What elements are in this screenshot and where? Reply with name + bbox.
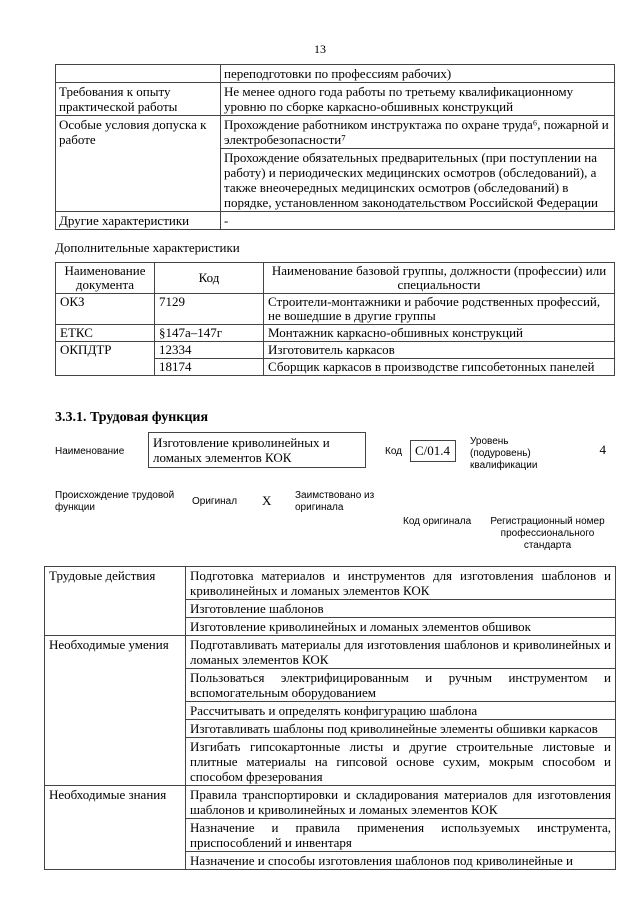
function-name-box: Изготовление криволинейных и ломаных элементов КОК [148, 432, 366, 468]
column-header: Код [155, 263, 264, 294]
code-value-box: С/01.4 [410, 440, 456, 462]
action-item: Подготовка материалов и инструментов для изготовления шаблонов и криволинейных и ломаных элементов КОК [186, 567, 616, 600]
table-row [56, 212, 615, 230]
code-cell: 7129 [155, 294, 264, 325]
original-label: Оригинал [192, 496, 238, 507]
table-row [56, 325, 615, 342]
name-label: Наименование [55, 446, 125, 457]
original-mark: X [262, 493, 272, 508]
table-header-row [56, 263, 615, 294]
column-header: Наименование документа [56, 263, 155, 294]
skills-label: Необходимые умения [45, 636, 186, 786]
name-cell: Строители-монтажники и рабочие родственных профессий, не вошедшие в другие группы [264, 294, 615, 325]
table-row [56, 116, 615, 149]
knowledge-item: Назначение и правила применения используемых инструмента, приспособлений и инвентаря [186, 819, 616, 852]
code-original-label: Код оригинала [403, 516, 472, 527]
actions-label: Трудовые действия [45, 567, 186, 636]
doc-cell: ОКПДТР [56, 342, 155, 376]
table-row [56, 294, 615, 325]
skill-item: Изготавливать шаблоны под криволинейные элементы обшивки каркасов [186, 720, 616, 738]
doc-cell: ЕТКС [56, 325, 155, 342]
name-cell: Монтажник каркасно-обшивных конструкций [264, 325, 615, 342]
action-item: Изготовление криволинейных и ломаных элементов обшивок [186, 618, 616, 636]
level-value-box: 4 [599, 442, 606, 457]
skill-item: Рассчитывать и определять конфигурацию шаблона [186, 702, 616, 720]
table-row [45, 786, 616, 819]
row-value: Прохождение работником инструктажа по охране труда⁶, пожарной и электробезопасности⁷ [221, 116, 615, 149]
code-label: Код [385, 446, 403, 457]
code-cell: 12334 [155, 342, 264, 359]
table-row [45, 636, 616, 669]
row-label: Требования к опыту практической работы [56, 83, 221, 116]
page-number: 13 [314, 42, 326, 56]
row-label: Другие характеристики [56, 212, 221, 230]
doc-cell: ОКЗ [56, 294, 155, 325]
name-cell: Изготовитель каркасов [264, 342, 615, 359]
borrowed-label: Заимствовано из оригинала [295, 490, 375, 513]
skill-item: Подготавливать материалы для изготовления шаблонов и криволинейных и ломаных элементов КОК [186, 636, 616, 669]
section-title: 3.3.1. Трудовая функция [55, 410, 209, 425]
table-row [56, 342, 615, 359]
code-cell: §147а–147г [155, 325, 264, 342]
name-cell: Сборщик каркасов в производстве гипсобетонных панелей [264, 359, 615, 376]
knowledge-label: Необходимые знания [45, 786, 186, 870]
knowledge-item: Правила транспортировки и складирования материалов для изготовления шаблонов и криволинейных и ломаных элементов КОК [186, 786, 616, 819]
table-row [45, 567, 616, 600]
row-value: Прохождение обязательных предварительных (при поступлении на работу) и периодических медицинских осмотров (обследований), а также внеочередных медицинских осмотров (обследований) в порядке, установленном законодательством Российской Федерации [221, 149, 615, 212]
reg-number-label: Регистрационный номер профессионального стандарта [490, 516, 605, 551]
row-value: - [221, 212, 615, 230]
origin-label: Происхождение трудовой функции [55, 490, 175, 513]
action-item: Изготовление шаблонов [186, 600, 616, 618]
additional-characteristics-title: Дополнительные характеристики [55, 240, 240, 255]
row-value: Не менее одного года работы по третьему квалификационному уровню по сборке каркасно-обшивных конструкций [221, 83, 615, 116]
skill-item: Изгибать гипсокартонные листы и другие строительные листовые и плитные материалы на гипсовой основе сухим, мокрым способом и способом фрезерования [186, 738, 616, 786]
column-header: Наименование базовой группы, должности (профессии) или специальности [264, 263, 615, 294]
skill-item: Пользоваться электрифицированным и ручным инструментом и вспомогательным оборудованием [186, 669, 616, 702]
row-label [56, 65, 221, 83]
level-label: Уровень (подуровень) квалификации [470, 436, 538, 471]
function-details-table [44, 566, 616, 870]
row-value: переподготовки по профессиям рабочих) [221, 65, 615, 83]
qualification-requirements-table [55, 64, 615, 230]
table-row [56, 65, 615, 83]
additional-characteristics-table [55, 262, 615, 376]
table-row [56, 83, 615, 116]
knowledge-item: Назначение и способы изготовления шаблонов под криволинейные и [186, 852, 616, 870]
row-label: Особые условия допуска к работе [56, 116, 221, 212]
code-cell: 18174 [155, 359, 264, 376]
